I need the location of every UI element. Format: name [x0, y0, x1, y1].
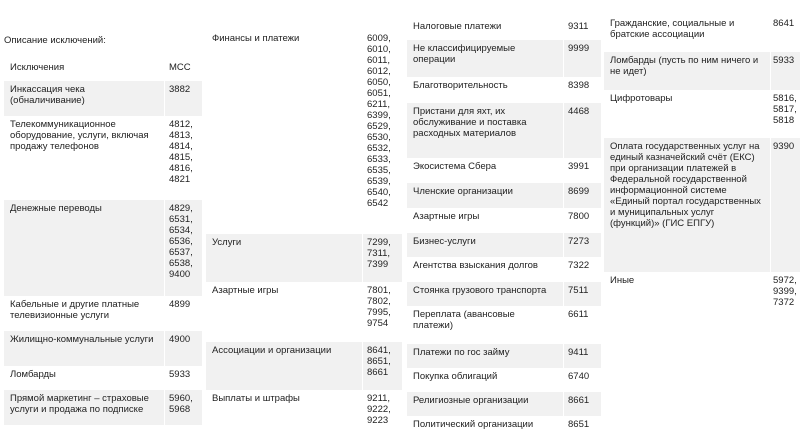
mcc-code: 3882 [169, 84, 191, 95]
category-name: Политический организации [413, 419, 534, 430]
mcc-code: 6542 [367, 198, 389, 209]
mcc-code: 9311 [568, 21, 589, 32]
mcc-codes [164, 81, 202, 116]
table-row [4, 296, 202, 331]
mcc-codes [563, 183, 601, 208]
mcc-code: 8651, [367, 356, 391, 367]
mcc-code: 4899 [169, 299, 191, 310]
table-row [206, 30, 402, 234]
category-name: Прямой маркетинг – страховые услуги и продажа по подписке [10, 393, 149, 415]
mcc-code: 6531, [169, 214, 193, 225]
mcc-codes [563, 233, 601, 257]
category-name: Членские организации [413, 186, 513, 197]
table-row [206, 234, 402, 282]
category-name: Ломбарды (пусть по ним ничего и не идет) [610, 55, 759, 77]
category-name: Азартные игры [413, 211, 480, 222]
caption: Описание исключений: [4, 35, 106, 46]
category-name: Покупка облигаций [413, 371, 498, 382]
table-row [407, 233, 601, 257]
mcc-codes [563, 306, 601, 344]
mcc-code: 4815, [169, 152, 193, 163]
mcc-codes [563, 416, 601, 440]
mcc-code: 6009, [367, 33, 391, 44]
table-row [407, 183, 601, 208]
mcc-code: 5933 [169, 369, 191, 380]
table-row [407, 40, 601, 77]
category-name: Оплата государственных услуг на единый казначейский счёт (ЕКС) при организации платежей в Федеральной государственной информационной системе «Единый портал государственных и муниципальных услуг (функций)» (ГИС ЕПГУ) [610, 141, 761, 229]
table-row [407, 392, 601, 416]
mcc-code: 6538, [169, 258, 193, 269]
mcc-code: 4816, [169, 163, 193, 174]
mcc-code: 6540, [367, 187, 391, 198]
mcc-code: 6539, [367, 176, 391, 187]
mcc-code: 6532, [367, 143, 391, 154]
mcc-code: 9411 [568, 347, 589, 358]
mcc-codes [563, 368, 601, 392]
header-mcc: MCC [164, 55, 202, 81]
table-row [407, 306, 601, 344]
mcc-codes [563, 40, 601, 77]
mcc-codes [563, 158, 601, 183]
category-name: Финансы и платежи [212, 33, 300, 44]
category-name: Благотворительность [413, 80, 508, 91]
category-name: Ассоциации и организации [212, 345, 332, 356]
mcc-code: 5972, [773, 275, 797, 286]
mcc-code: 6536, [169, 236, 193, 247]
exceptions-table-4 [604, 15, 800, 320]
mcc-code: 7511 [568, 285, 589, 296]
category-name: Инкассация чека (обналичивание) [10, 84, 85, 106]
mcc-code: 7802, [367, 296, 391, 307]
table-row [4, 116, 202, 200]
mcc-codes [770, 138, 800, 272]
mcc-code: 8651 [568, 419, 590, 430]
mcc-code: 9400 [169, 269, 191, 280]
mcc-code: 9223 [367, 415, 389, 426]
mcc-codes [164, 390, 202, 425]
mcc-code: 4812, [169, 119, 193, 130]
mcc-codes [563, 282, 601, 306]
mcc-codes [362, 342, 402, 390]
mcc-code: 6399, [367, 110, 391, 121]
category-name: Не классифицируемые операции [413, 43, 516, 65]
table-row [4, 200, 202, 296]
table-row [407, 18, 601, 40]
mcc-code: 4821 [169, 174, 191, 185]
table-row [407, 282, 601, 306]
mcc-codes [164, 200, 202, 296]
mcc-code: 5816, [773, 93, 797, 104]
mcc-code: 8661 [568, 395, 590, 406]
mcc-code: 5933 [773, 55, 795, 66]
mcc-code: 6010, [367, 44, 391, 55]
table-row [206, 342, 402, 390]
mcc-code: 6535, [367, 165, 391, 176]
mcc-code: 6611 [568, 309, 589, 320]
mcc-code: 4468 [568, 106, 590, 117]
mcc-codes [770, 52, 800, 90]
mcc-code: 7311, [367, 248, 391, 259]
table-row [407, 368, 601, 392]
mcc-codes [563, 257, 601, 282]
table-row [4, 331, 202, 366]
table-row [407, 416, 601, 440]
table-row [206, 282, 402, 342]
mcc-code: 6740 [568, 371, 590, 382]
category-name: Агентства взыскания долгов [413, 260, 538, 271]
table-row [407, 103, 601, 158]
mcc-code: 5818 [773, 115, 795, 126]
category-name: Переплата (авансовые платежи) [413, 309, 515, 331]
table-row [604, 15, 800, 52]
table-row [407, 208, 601, 233]
mcc-codes [362, 234, 402, 282]
mcc-code: 3991 [568, 161, 590, 172]
mcc-codes [563, 392, 601, 416]
mcc-code: 4814, [169, 141, 193, 152]
mcc-code: 5817, [773, 104, 797, 115]
mcc-code: 4813, [169, 130, 193, 141]
mcc-code: 6051, [367, 88, 391, 99]
mcc-code: 8699 [568, 186, 590, 197]
mcc-code: 6211, [367, 99, 391, 110]
mcc-codes [563, 77, 601, 103]
table-row [4, 81, 202, 116]
mcc-code: 7995, [367, 307, 391, 318]
mcc-code: 6533, [367, 154, 391, 165]
mcc-codes [362, 282, 402, 342]
mcc-codes [563, 103, 601, 158]
table-row [604, 52, 800, 90]
category-name: Кабельные и другие платные телевизионные услуги [10, 299, 140, 321]
mcc-code: 6537, [169, 247, 193, 258]
mcc-code: 6011, [367, 55, 391, 66]
category-name: Стоянка грузового транспорта [413, 285, 547, 296]
table-row [604, 138, 800, 272]
table-row [407, 257, 601, 282]
mcc-code: 7299, [367, 237, 391, 248]
mcc-code: 7800 [568, 211, 590, 222]
category-name: Экосистема Сбера [413, 161, 497, 172]
mcc-code: 6050, [367, 77, 391, 88]
mcc-code: 8641, [367, 345, 391, 356]
mcc-code: 8641 [773, 18, 795, 29]
category-name: Иные [610, 275, 635, 286]
mcc-code: 5960, [169, 393, 193, 404]
category-name: Ломбарды [10, 369, 56, 380]
mcc-codes [770, 15, 800, 52]
category-name: Религиозные организации [413, 395, 529, 406]
mcc-code: 4829, [169, 203, 193, 214]
category-name: Цифротовары [610, 93, 673, 104]
category-name: Денежные переводы [10, 203, 102, 214]
exceptions-table-3 [407, 18, 601, 440]
category-name: Телекоммуникационное оборудование, услуги, включая продажу телефонов [10, 119, 149, 152]
category-name: Налоговые платежи [413, 21, 502, 32]
mcc-codes [563, 18, 601, 40]
mcc-code: 6529, [367, 121, 391, 132]
category-name: Жилищно-коммунальные услуги [10, 334, 154, 345]
mcc-code: 9211, [367, 393, 391, 404]
mcc-code: 7372 [773, 297, 795, 308]
exceptions-table-1 [4, 55, 202, 425]
table-row [407, 77, 601, 103]
mcc-code: 8398 [568, 80, 590, 91]
mcc-code: 7399 [367, 259, 389, 270]
category-name: Гражданские, социальные и братские ассоциации [610, 18, 735, 40]
category-name: Платежи по гос займу [413, 347, 510, 358]
mcc-codes [164, 331, 202, 366]
mcc-code: 9222, [367, 404, 391, 415]
table-row [4, 366, 202, 390]
mcc-code: 8661 [367, 367, 389, 378]
mcc-codes [563, 208, 601, 233]
mcc-codes [164, 366, 202, 390]
header-exceptions: Исключения [10, 62, 65, 73]
mcc-codes [164, 296, 202, 331]
category-name: Азартные игры [212, 285, 279, 296]
category-name: Выплаты и штрафы [212, 393, 300, 404]
exceptions-table-2 [206, 30, 402, 438]
table-row [604, 90, 800, 138]
category-name: Услуги [212, 237, 242, 248]
mcc-code: 5968 [169, 404, 191, 415]
mcc-codes [164, 116, 202, 200]
table-row [4, 390, 202, 425]
mcc-codes [770, 272, 800, 320]
table-row [407, 344, 601, 368]
mcc-codes [362, 30, 402, 234]
mcc-codes [563, 344, 601, 368]
mcc-code: 9754 [367, 318, 389, 329]
mcc-code: 6530, [367, 132, 391, 143]
table-row [604, 272, 800, 320]
mcc-code: 6012, [367, 66, 391, 77]
mcc-code: 4900 [169, 334, 191, 345]
table-row [206, 390, 402, 438]
mcc-codes [362, 390, 402, 438]
mcc-codes [770, 90, 800, 138]
mcc-code: 7273 [568, 236, 590, 247]
mcc-code: 7801, [367, 285, 391, 296]
category-name: Пристани для яхт, их обслуживание и поставка расходных материалов [413, 106, 527, 139]
mcc-code: 6534, [169, 225, 193, 236]
table-header [4, 55, 202, 81]
mcc-code: 7322 [568, 260, 590, 271]
mcc-code: 9390 [773, 141, 795, 152]
mcc-code: 9399, [773, 286, 797, 297]
category-name: Бизнес-услуги [413, 236, 476, 247]
table-row [407, 158, 601, 183]
mcc-code: 9999 [568, 43, 590, 54]
